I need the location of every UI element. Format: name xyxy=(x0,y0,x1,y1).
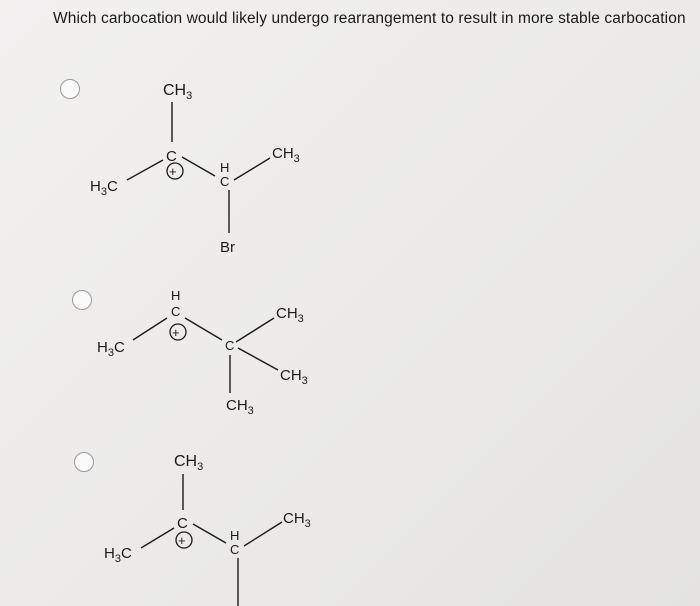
option-2-hc-h: H xyxy=(171,288,181,303)
option-2-right-ch3-top: $CH_3$ xyxy=(276,305,304,325)
option-1-right-ch3: $CH_3$ xyxy=(272,145,300,165)
option-3-hc-h: H xyxy=(230,528,240,543)
option-3-carbocation-c: C xyxy=(177,515,188,532)
option-2-h3c: $H_3C$ xyxy=(97,339,125,359)
option-2-hc-c: C xyxy=(171,304,181,319)
option-1-br: Br xyxy=(220,239,235,256)
option-1-h3c: $H_3C$ xyxy=(90,178,118,198)
question-text: Which carbocation would likely undergo rearrangement to result in more stable carbocation xyxy=(53,10,686,27)
option-2-right-ch3-bottom: $CH_3$ xyxy=(280,367,308,387)
option-2-bottom-ch3: $CH_3$ xyxy=(226,397,254,417)
option-2-center-c: C xyxy=(225,338,235,353)
option-3-hc-c: C xyxy=(230,542,240,557)
option-1-top-ch3: $CH_3$ xyxy=(163,82,193,102)
option-1-carbocation-c: C xyxy=(166,148,177,165)
option-1-hc-h: H xyxy=(220,160,230,175)
option-3-h3c: $H_3C$ xyxy=(104,545,132,565)
option-1-plus-sign: + xyxy=(169,164,177,179)
option-3-top-ch3: $CH_3$ xyxy=(174,453,204,473)
option-3-right-ch3: $CH_3$ xyxy=(283,510,311,530)
option-3-plus-sign: + xyxy=(178,533,186,548)
option-2-plus-sign: + xyxy=(172,325,180,340)
option-1-hc-c: C xyxy=(220,174,230,189)
